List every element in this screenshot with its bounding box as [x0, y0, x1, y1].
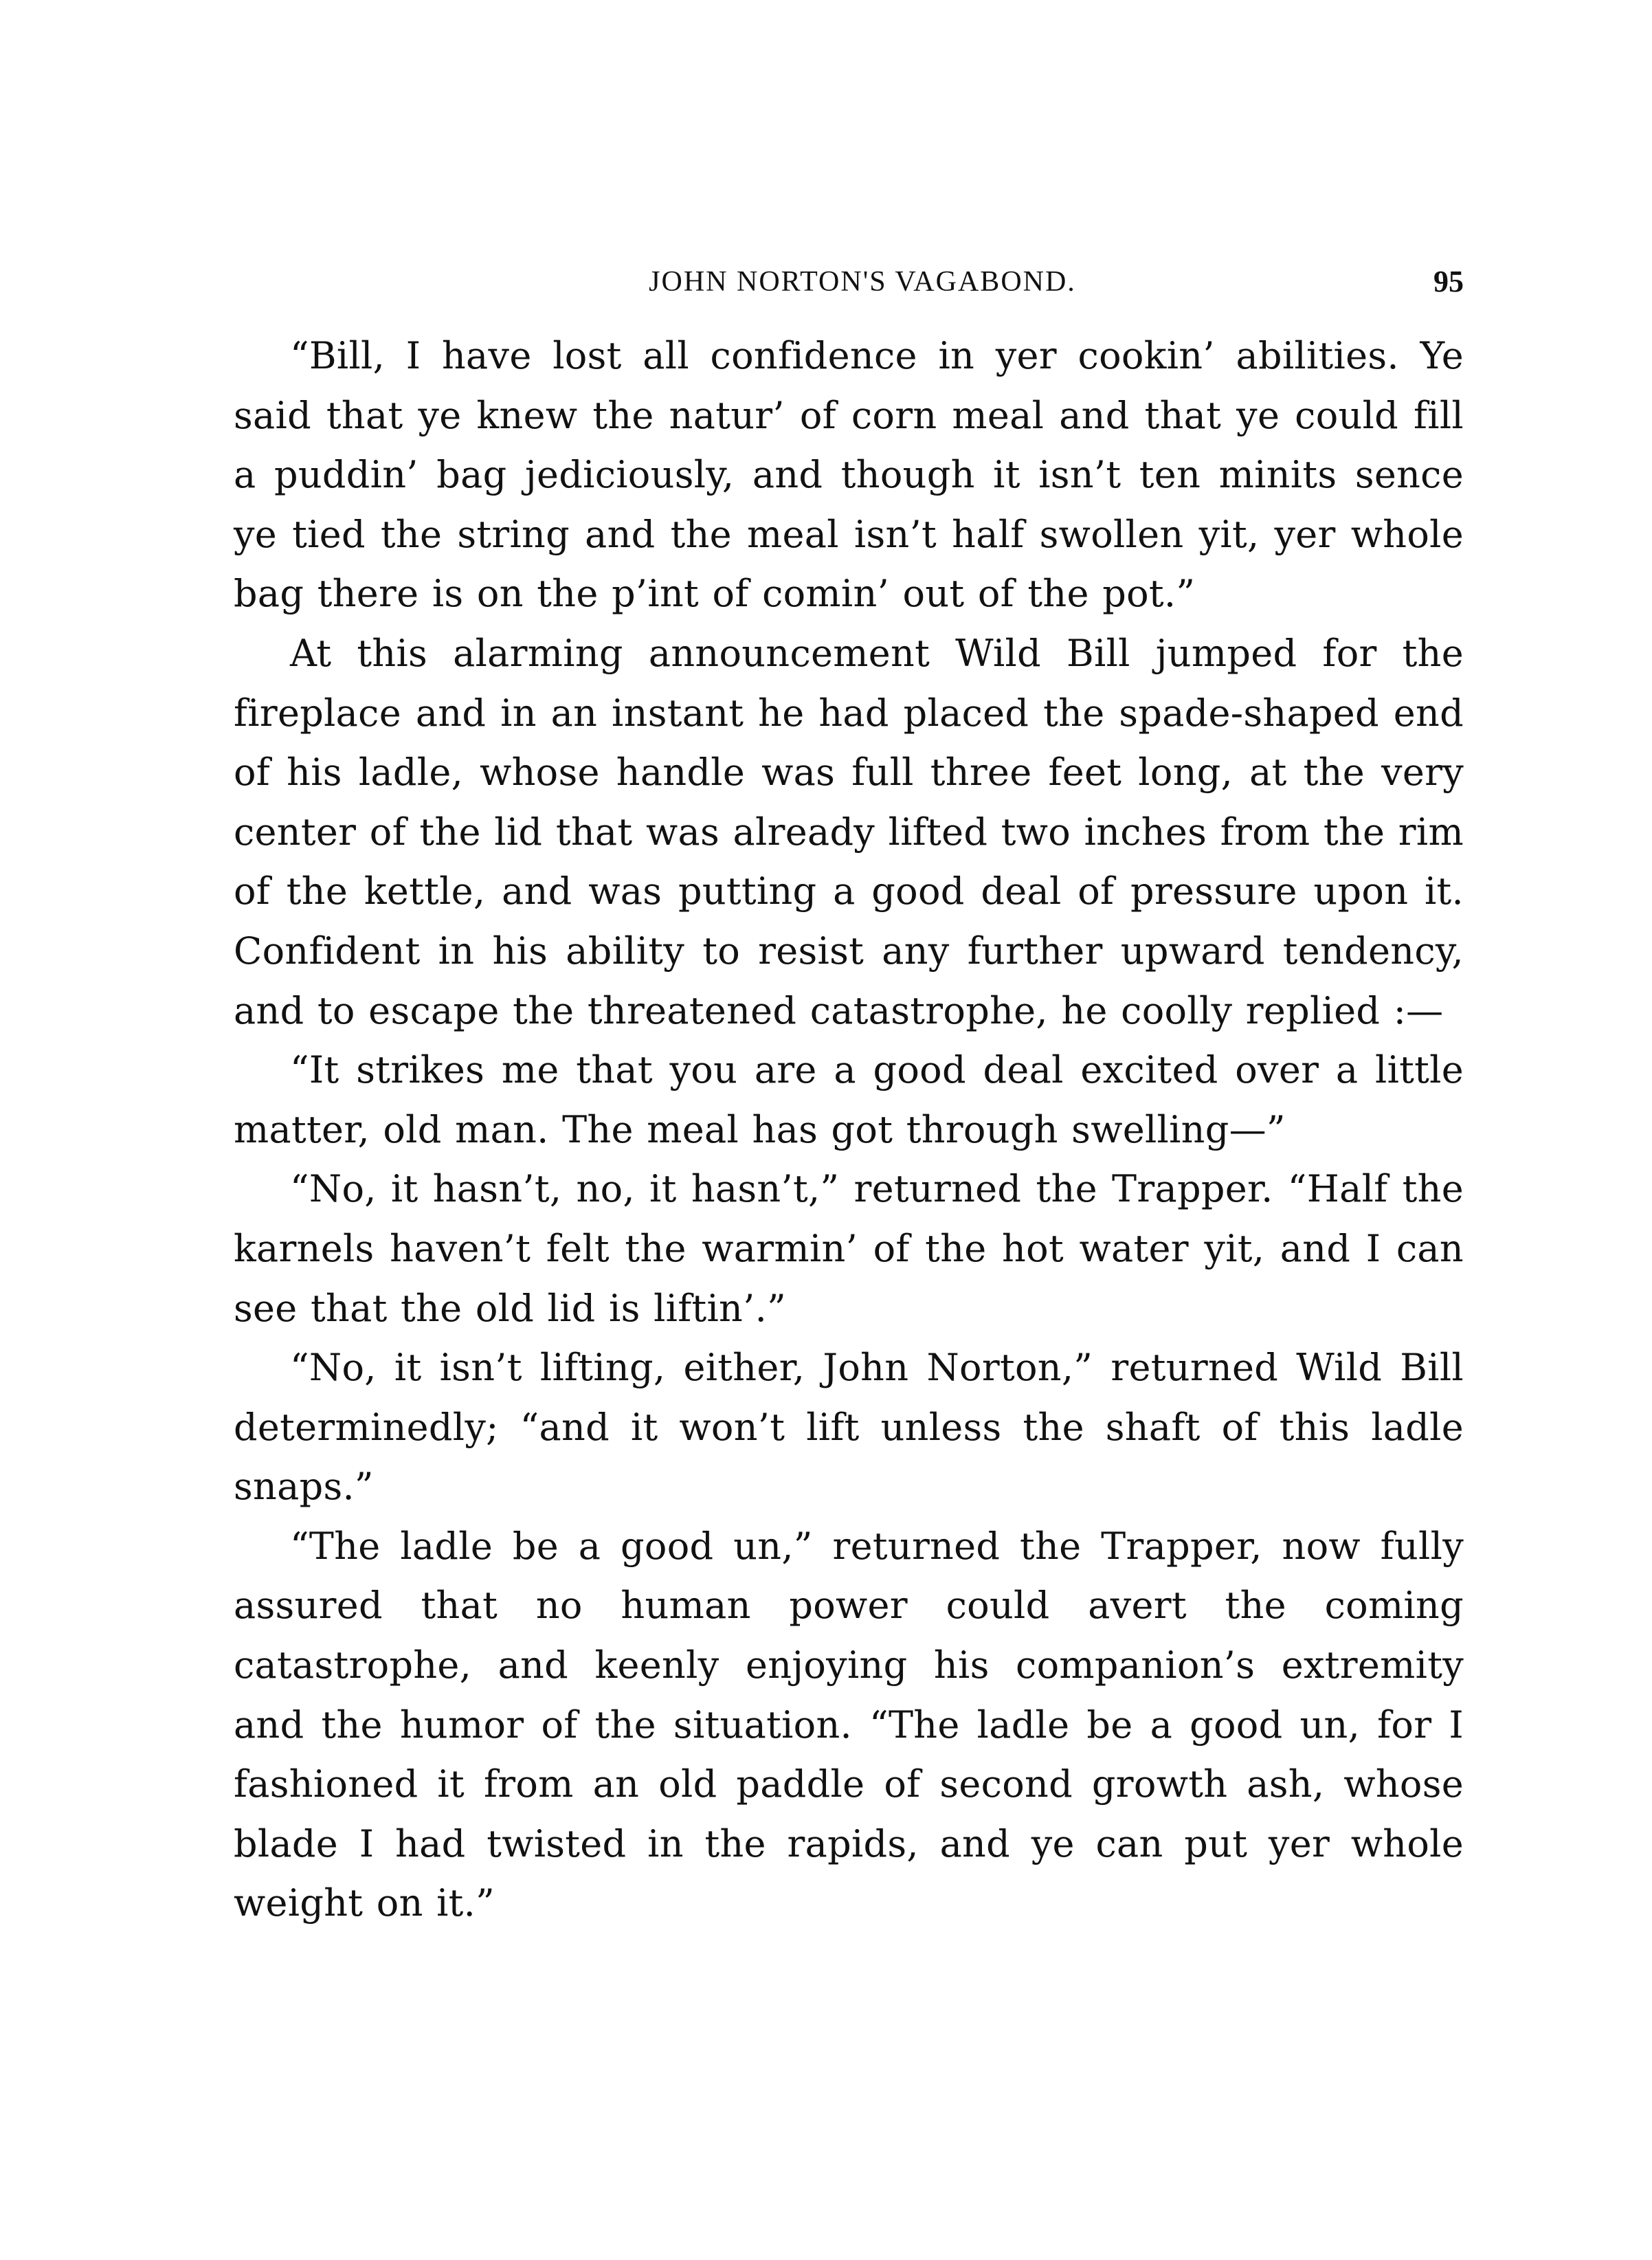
paragraph: “The ladle be a good un,” returned the Trapper, now fully assured that no human power could avert the coming catastrophe, and keenly enjoying his companion’s extremity and the humor of the situation. “The ladle be a good un, for I fashioned it from an old paddle of second growth ash, whose blade I had twisted in the rapids, and ye can put yer whole weight on it.” [234, 1524, 1464, 1925]
paragraph: At this alarming announcement Wild Bill jumped for the fireplace and in an instant he had placed the spade-shaped end of his ladle, whose handle was full three feet long, at the very center of the lid that was already lifted two inches from the rim of the kettle, and was putting a good deal of pressure upon it. Confident in his ability to resist any further upward tendency, and to escape the threatened catastrophe, he coolly replied :— [234, 631, 1464, 1032]
body-text [234, 326, 1464, 1934]
paragraph: “Bill, I have lost all confidence in yer cookin’ abilities. Ye said that ye knew the natur’ of corn meal and that ye could fill a puddin’ bag jediciously, and though it isn’t ten minits sence ye tied the string and the meal isn’t half swollen yit, yer whole bag there is on the p’int of comin’ out of the pot.” [234, 334, 1464, 616]
page-header [234, 258, 1464, 306]
running-head: JOHN NORTON'S VAGABOND. [649, 266, 1076, 298]
paragraph: “No, it hasn’t, no, it hasn’t,” returned the Trapper. “Half the karnels haven’t felt the warmin’ of the hot water yit, and I can see that the old lid is liftin’.” [234, 1167, 1464, 1330]
paragraph: “It strikes me that you are a good deal excited over a little matter, old man. The meal has got through swelling—” [234, 1048, 1464, 1151]
paragraph: “No, it isn’t lifting, either, John Norton,” returned Wild Bill determinedly; “and it won’t lift unless the shaft of this ladle snaps.” [234, 1346, 1464, 1509]
page-number: 95 [1433, 265, 1464, 298]
